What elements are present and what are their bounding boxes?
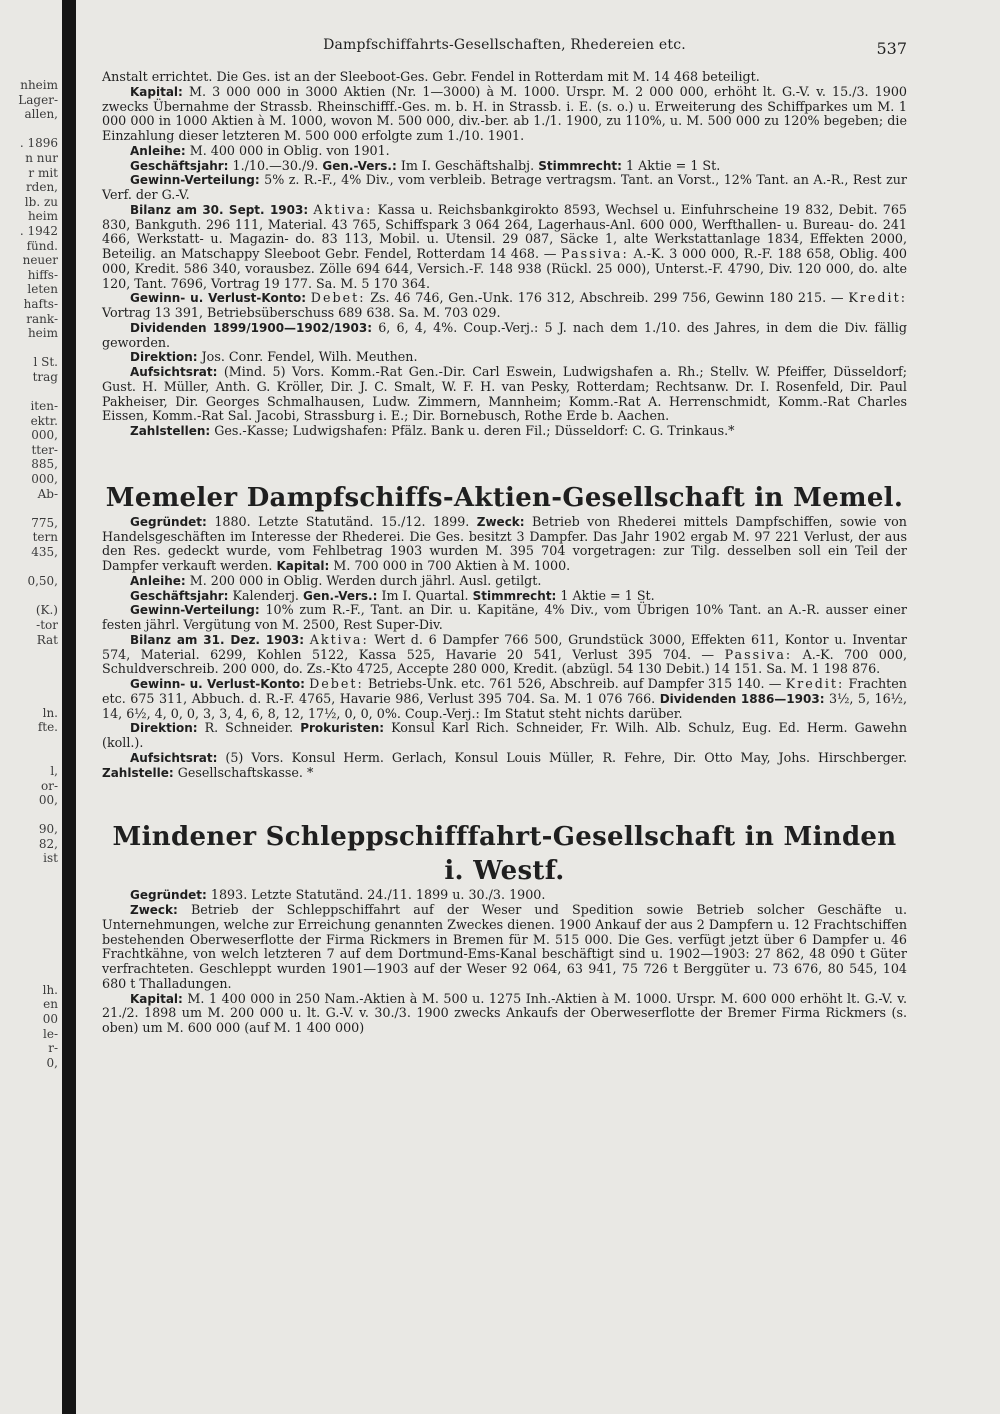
- prok-label: Prokuristen:: [300, 721, 385, 736]
- page-number: 537: [876, 39, 907, 58]
- margin-fragment: hiffs-: [27, 267, 58, 282]
- bilanz-label: Bilanz am 30. Sept. 1903:: [130, 202, 309, 217]
- margin-fragment: [0, 749, 62, 764]
- gj-label: Geschäftsjahr:: [130, 158, 229, 173]
- direktion-paragraph: [102, 721, 907, 751]
- margin-fragment: 82,: [38, 836, 58, 851]
- margin-fragment: 0,50,: [27, 574, 58, 589]
- margin-fragment: [0, 954, 62, 969]
- margin-fragment: fte.: [37, 720, 58, 735]
- aufsichtsrat-paragraph: [102, 751, 907, 781]
- guv-label: Gewinn- u. Verlust-Konto:: [130, 677, 305, 691]
- kredit-word: Kredit:: [848, 290, 907, 306]
- zahlstellen-paragraph: [102, 424, 907, 439]
- margin-fragment: r mit: [28, 165, 58, 180]
- header-title: Dampfschiffahrts-Gesellschaften, Rhedereien etc.: [323, 37, 686, 53]
- margin-fragment: or-: [40, 778, 58, 793]
- gv-text: Im I. Quartal.: [381, 587, 469, 603]
- margin-fragment: [0, 589, 62, 604]
- margin-fragment: le-: [43, 1026, 58, 1041]
- section-continued-entry: [102, 70, 907, 439]
- anleihe-label: Anleihe:: [130, 143, 186, 158]
- company-entry-memel: [102, 481, 907, 781]
- anleihe-paragraph: [102, 574, 907, 589]
- margin-fragment: [0, 881, 62, 896]
- zweck-text: Betrieb der Schleppschiffahrt auf der Weser und Spedition sowie Betrieb solcher Geschäfte u. Unternehmungen, welche zur Erreichung genannten Zweckes dienen. 1900 Ankauf der aus 2 Dampfern u. 12 Frachtschiffen bestehenden Oberweserflotte der Firma Rickmers in Bremen für M. 515 000. Die Ges. verfügt jetzt über 6 Dampfer u. 46 Frachtkähne, von welch letzteren 7 auf dem Dortmund-Ems-Kanal beschäftigt sind u. 1902—1903: 27 862, 48 090 t Güter verfrachteten. Geschleppt wurden 1901—1903 auf der Weser 92 064, 63 941, 75 726 t Berggüter u. 73 676, 80 545, 104 680 t Thalladungen.: [102, 902, 907, 991]
- company-title: Memeler Dampfschiffs-Aktien-Gesellschaft in Memel.: [105, 482, 904, 513]
- gegr-label: Gegründet:: [130, 514, 207, 529]
- page-content: [102, 38, 907, 1036]
- gewinn-text: 10% zum R.-F., Tant. an Dir. u. Kapitäne, 4% Div., vom Übrigen 10% Tant. an A.-R. ausser einer festen jährl. Vergütung von M. 2500, Rest Super-Div.: [102, 602, 907, 632]
- kapital-label: Kapital:: [130, 84, 183, 99]
- guv-kredit: Frachten etc. 675 311, Abbuch. d. R.-F. 4765, Havarie 986, Verlust 395 704. Sa. M. 1 076 766.: [102, 676, 907, 706]
- entry-text: Anstalt errichtet. Die Ges. ist an der Sleeboot-Ges. Gebr. Fendel in Rotterdam mit M. 14 468 beteiligt.: [102, 69, 760, 84]
- gewinn-label: Gewinn-Verteilung:: [130, 603, 260, 618]
- aktiva-word: Aktiva:: [309, 631, 369, 647]
- margin-fragment: 00,: [38, 793, 58, 808]
- gv-text: Im I. Geschäftshalbj.: [400, 157, 535, 173]
- bilanz-paragraph: [102, 633, 907, 677]
- margin-fragment: allen,: [24, 107, 58, 122]
- gegruendet-paragraph: [102, 888, 907, 903]
- gv-label: Gen.-Vers.:: [322, 158, 397, 173]
- dir-label: Direktion:: [130, 721, 198, 736]
- margin-fragment: l St.: [33, 355, 58, 370]
- margin-fragment: [0, 808, 62, 823]
- guv-paragraph: [102, 677, 907, 721]
- margin-fragment: lh.: [42, 982, 58, 997]
- margin-fragment: rden,: [25, 180, 58, 195]
- margin-fragment: 90,: [38, 822, 58, 837]
- margin-fragment: ektr.: [30, 413, 58, 428]
- geschaeftsjahr-paragraph: [102, 159, 907, 174]
- gewinn-paragraph: [102, 173, 907, 203]
- zs-text: Gesellschaftskasse. *: [177, 764, 314, 780]
- margin-fragment: iten-: [30, 399, 58, 414]
- margin-fragment: heim: [27, 209, 58, 224]
- margin-fragment: rank-: [26, 311, 58, 326]
- left-page-margin-fragments: [0, 78, 62, 1378]
- ar-text: (Mind. 5) Vors. Komm.-Rat Gen.-Dir. Carl Eswein, Ludwigshafen a. Rh.; Stellv. W. Pfeiffer, Düsseldorf; Gust. H. Müller, Anth. G. Kröller, Dir. J. C. Smalt, W. F. H. van Pesky, Rotterdam; Rechtsanw. Dr. I. Rosenfeld, Dir. Paul Pakheiser, Dir. Georges Schmalhausen, Ludw. Zimmern, Mannheim; Komm.-Rat A. Herrenschmidt, Komm.-Rat Charles Eissen, Komm.-Rat Sal. Jacobi, Strassburg i. E.; Dir. Bornebusch, Rothe Erde b. Aachen.: [102, 364, 907, 424]
- company-entry-minden: [102, 820, 907, 1036]
- anleihe-paragraph: [102, 144, 907, 159]
- passiva-word: Passiva:: [561, 246, 629, 261]
- margin-fragment: Lager-: [18, 92, 58, 107]
- guv-kredit: Vortrag 13 391, Betriebsüberschuss 689 638. Sa. M. 703 029.: [102, 305, 501, 320]
- dividenden-paragraph: [102, 321, 907, 351]
- margin-fragment: ist: [43, 851, 58, 866]
- guv-paragraph: [102, 291, 907, 321]
- margin-fragment: [0, 735, 62, 750]
- aktiva-word: Aktiva:: [313, 201, 373, 217]
- gegruendet-paragraph: [102, 515, 907, 574]
- margin-fragment: r-: [48, 1041, 58, 1056]
- margin-fragment: tter-: [31, 442, 58, 457]
- running-header: [102, 38, 907, 70]
- margin-fragment: 885,: [31, 457, 58, 472]
- aufsichtsrat-paragraph: [102, 365, 907, 424]
- zs-label: Zahlstelle:: [102, 765, 174, 780]
- guv-label: Gewinn- u. Verlust-Konto:: [130, 291, 307, 306]
- kapital-text: M. 700 000 in 700 Aktien à M. 1000.: [333, 558, 571, 573]
- book-spine-shadow: [62, 0, 76, 1414]
- gj-text: 1./10.—30./9.: [232, 157, 319, 173]
- gewinn-paragraph: [102, 603, 907, 633]
- bilanz-passiva: A.-K. 3 000 000, R.-F. 188 658, Oblig. 400 000, Kredit. 586 340, vorausbez. Zölle 694 644, Versich.-F. 148 938 (Rückl. 25 000), Unterst.-F. 4790, Div. 120 000, do. alte 120, Tant. 7696, Vortrag 19 177. Sa. M. 5 170 364.: [102, 246, 907, 291]
- margin-fragment: 435,: [31, 545, 58, 559]
- kapital-text: M. 3 000 000 in 3000 Aktien (Nr. 1—3000) à M. 1000. Urspr. M. 2 000 000, erhöht lt. G.-V. v. 15./3. 1900 zwecks Übernahme der Strassb. Rheinschifff.-Ges. m. b. H. in Strassb. i. E. (s. o.) u. Erweiterung des Schiffparkes um M. 1 000 000 in 1000 Aktien à M. 1000, wovon M. 500 000, div.-ber. ab 1./1. 1900, zu 110%, u. M. 500 000 zu 120% begeben; die Einzahlung dieser letzteren M. 500 000 erfolgte zum 1./10. 1901.: [102, 83, 907, 143]
- gj-label: Geschäftsjahr:: [130, 588, 229, 603]
- zweck-label: Zweck:: [130, 903, 178, 917]
- margin-fragment: [0, 691, 62, 706]
- dir-text: R. Schneider.: [204, 720, 294, 736]
- margin-fragment: trag: [32, 369, 58, 384]
- dir-text: Jos. Conr. Fendel, Wilh. Meuthen.: [201, 349, 418, 365]
- sr-text: 1 Aktie = 1 St.: [560, 587, 655, 603]
- kapital-label: Kapital:: [276, 559, 330, 573]
- bilanz-label: Bilanz am 31. Dez. 1903:: [130, 632, 305, 647]
- margin-fragment: . 1896: [19, 136, 58, 151]
- anleihe-label: Anleihe:: [130, 573, 186, 588]
- margin-fragment: [0, 662, 62, 677]
- margin-fragment: [0, 676, 62, 691]
- gegr-text: 1880. Letzte Statutänd. 15./12. 1899.: [214, 513, 470, 529]
- div-label: Dividenden 1886—1903:: [659, 691, 825, 706]
- margin-fragment: 0,: [46, 1055, 58, 1070]
- margin-fragment: 000,: [31, 472, 58, 487]
- guv-debet: Betriebs-Unk. etc. 761 526, Abschreib. auf Dampfer 315 140. —: [367, 676, 782, 691]
- margin-fragment: neuer: [22, 253, 58, 268]
- margin-fragment: [0, 560, 62, 575]
- margin-fragment: [0, 122, 62, 137]
- bilanz-aktiva: Kassa u. Reichsbankgirokto 8593, Wechsel u. Einfuhrscheine 19 832, Debit. 765 830, Bankguth. 296 111, Material. 43 765, Schiffspark 3 064 264, Lagerhaus-Anl. 600 000, Werfthallen- u. Bureau- do. 241 466, Werkstatt- u. Magazin- do. 83 113, Mobil. u. Utensil. 29 087, Säcke 1, alte Werkstattanlage 1834, Effekten 2000, Beteilig. an Matschappy Sleeboot Gebr. Fendel, Rotterdam 14 468. —: [102, 201, 907, 261]
- margin-fragment: hafts-: [23, 296, 58, 311]
- company-title: Mindener Schleppschifffahrt-Gesellschaft in Minden i. Westf.: [112, 822, 897, 887]
- bilanz-aktiva: Wert d. 6 Dampfer 766 500, Grundstück 3000, Effekten 611, Kontor u. Inventar 574, Material. 6299, Kohlen 5122, Kassa 525, Havarie 20 541, Verlust 395 704. —: [102, 631, 907, 662]
- ar-label: Aufsichtsrat:: [130, 750, 218, 765]
- margin-fragment: Rat: [36, 632, 58, 647]
- kapital-paragraph: [102, 85, 907, 144]
- bilanz-paragraph: [102, 203, 907, 292]
- margin-fragment: lb. zu: [24, 194, 58, 209]
- ar-label: Aufsichtsrat:: [130, 365, 218, 379]
- margin-fragment: heim: [27, 326, 58, 341]
- zweck-text: Betrieb von Rhederei mittels Dampfschiffen, sowie von Handelsgeschäften im Interesse der Rhederei. Die Ges. besitzt 3 Dampfer. Das Jahr 1902 ergab M. 97 221 Verlust, der aus den Res. gedeckt wurde, vom Fehlbetrag 1903 wurden M. 395 704 vorgetragen: zur Tilg. desselben soll ein Teil der Dampfer verkauft werden.: [102, 513, 907, 573]
- margin-fragment: [0, 924, 62, 939]
- kapital-paragraph: [102, 992, 907, 1036]
- ar-text: (5) Vors. Konsul Herm. Gerlach, Konsul Louis Müller, R. Fehre, Dir. Otto May, Johs. Hirschberger.: [225, 749, 907, 765]
- sr-label: Stimmrecht:: [538, 158, 622, 173]
- margin-fragment: [0, 384, 62, 399]
- margin-fragment: [0, 647, 62, 662]
- margin-fragment: 00: [42, 1012, 58, 1026]
- kapital-label: Kapital:: [130, 991, 183, 1006]
- bilanz-passiva: A.-K. 700 000, Schuldverschreib. 200 000, do. Zs.-Kto 4725, Accepte 280 000, Kredit. (abzügl. 54 130 Debit.) 14 151. Sa. M. 1 198 876.: [102, 646, 907, 677]
- prok-text: Konsul Karl Rich. Schneider, Fr. Wilh. Alb. Schulz, Eug. Ed. Herm. Gawehn (koll.).: [102, 720, 907, 750]
- direktion-paragraph: [102, 350, 907, 365]
- margin-fragment: Ab-: [37, 486, 58, 501]
- margin-fragment: [0, 910, 62, 925]
- gegr-label: Gegründet:: [130, 888, 207, 903]
- margin-fragment: [0, 501, 62, 516]
- passiva-word: Passiva:: [724, 646, 793, 662]
- margin-fragment: 000,: [31, 428, 58, 443]
- gj-text: Kalenderj.: [232, 587, 299, 603]
- div-text: 3½, 5, 16½, 14, 6½, 4, 0, 0, 3, 3, 4, 6, 8, 12, 17½, 0, 0, 0%. Coup.-Verj.: Im Statut steht nichts darüber.: [102, 690, 907, 721]
- margin-fragment: (K.): [35, 603, 58, 618]
- anleihe-text: M. 400 000 in Oblig. von 1901.: [189, 142, 390, 158]
- kapital-text: M. 1 400 000 in 250 Nam.-Aktien à M. 500 u. 1275 Inh.-Aktien à M. 1000. Urspr. M. 600 000 erhöht lt. G.-V. v. 21./2. 1898 um M. 200 000 u. lt. G.-V. v. 30./3. 1900 zwecks Ankaufs der Oberweserflotte der Bremer Firma Rickmers (s. oben) um M. 600 000 (auf M. 1 400 000): [102, 990, 907, 1035]
- margin-fragment: [0, 866, 62, 881]
- margin-fragment: [0, 895, 62, 910]
- margin-fragment: en: [43, 997, 58, 1012]
- div-label: Dividenden 1899/1900—1902/1903:: [130, 320, 373, 335]
- margin-fragment: tern: [32, 530, 58, 545]
- margin-fragment: [0, 939, 62, 954]
- zs-label: Zahlstellen:: [130, 424, 211, 438]
- gewinn-label: Gewinn-Verteilung:: [130, 173, 260, 188]
- zweck-label: Zweck:: [476, 514, 525, 529]
- div-text: 6, 6, 4, 4%. Coup.-Verj.: 5 J. nach dem 1./10. des Jahres, in dem die Div. fällig geworden.: [102, 319, 907, 350]
- sr-label: Stimmrecht:: [472, 588, 557, 603]
- dir-label: Direktion:: [130, 350, 198, 365]
- entry-paragraph: [102, 70, 907, 85]
- margin-fragment: n nur: [25, 150, 58, 165]
- margin-fragment: nheim: [20, 78, 58, 92]
- margin-fragment: -tor: [36, 617, 58, 632]
- sr-text: 1 Aktie = 1 St.: [626, 157, 721, 173]
- margin-fragment: ln.: [42, 705, 58, 720]
- margin-fragment: 775,: [31, 515, 58, 530]
- guv-debet: Zs. 46 746, Gen.-Unk. 176 312, Abschreib. 299 756, Gewinn 180 215. —: [370, 290, 844, 306]
- gv-label: Gen.-Vers.:: [303, 588, 378, 603]
- debet-word: Debet:: [309, 676, 364, 691]
- margin-fragment: [0, 341, 62, 356]
- margin-fragment: . 1942: [19, 223, 58, 238]
- kredit-word: Kredit:: [785, 676, 845, 691]
- gewinn-text: 5% z. R.-F., 4% Div., vom verbleib. Betrage vertragsm. Tant. an Vorst., 12% Tant. an A.-R., Rest zur Verf. der G.-V.: [102, 172, 907, 202]
- margin-fragment: l,: [50, 763, 58, 778]
- margin-fragment: leten: [27, 282, 58, 297]
- anleihe-text: M. 200 000 in Oblig. Werden durch jährl. Ausl. getilgt.: [189, 572, 542, 588]
- margin-fragment: [0, 968, 62, 983]
- gegr-text: 1893. Letzte Statutänd. 24./11. 1899 u. 30./3. 1900.: [210, 887, 546, 903]
- zweck-paragraph: [102, 903, 907, 992]
- margin-fragment: fünd.: [26, 238, 58, 253]
- debet-word: Debet:: [310, 290, 366, 306]
- zs-text: Ges.-Kasse; Ludwigshafen: Pfälz. Bank u. deren Fil.; Düsseldorf: C. G. Trinkaus.*: [214, 423, 735, 438]
